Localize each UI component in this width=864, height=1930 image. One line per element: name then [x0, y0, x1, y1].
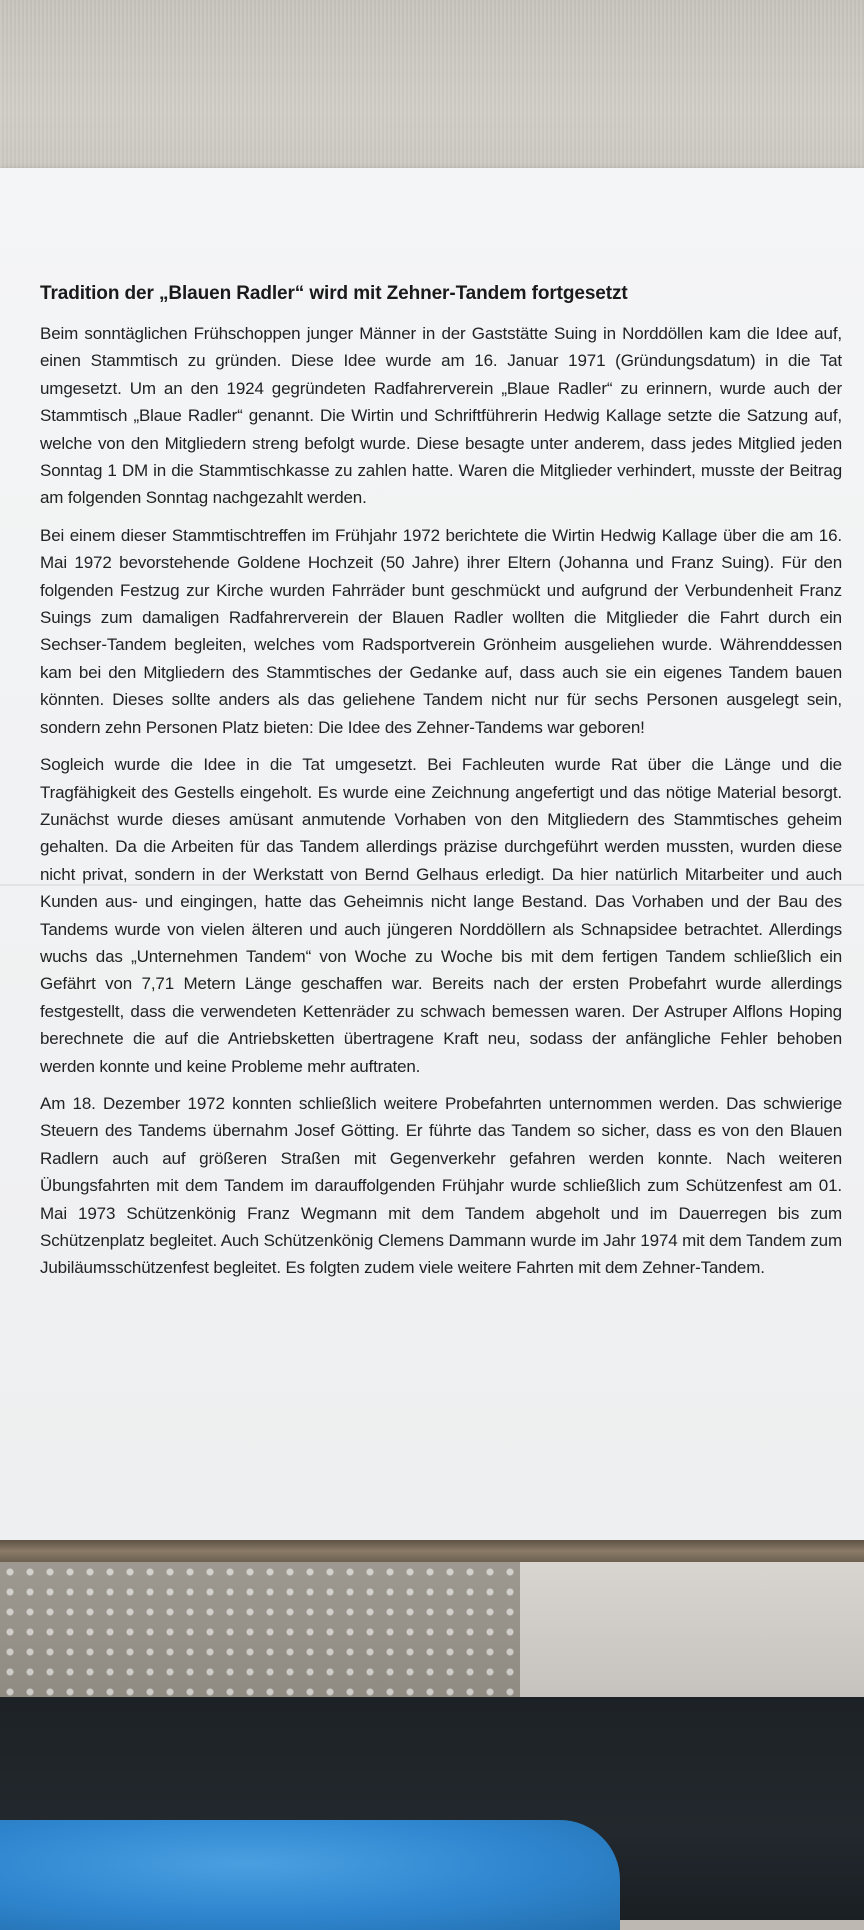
paragraph-2: Bei einem dieser Stammtischtreffen im Frühjahr 1972 berichtete die Wirtin Hedwig Kallage über die am 16. Mai 1972 bevorstehende Goldene Hochzeit (50 Jahre) ihrer Eltern (Johanna und Franz Suing). Für den folgenden Festzug zur Kirche wurden Fahrräder bunt geschmückt und aufgrund der Verbundenheit Franz Suings zum damaligen Radfahrerverein der Blauen Radler wollten die Mitglieder die Fahrt durch ein Sechser-Tandem begleiten, welches vom Radsportverein Grönheim ausgeliehen wurde. Währenddessen kam bei den Mitgliedern des Stammtisches der Gedanke auf, dass auch sie ein eigenes Tandem bauen könnten. Dieses sollte anders als das geliehene Tandem nicht nur für sechs Personen ausgelegt sein, sondern zehn Personen Platz bieten: Die Idee des Zehner-Tandems war geboren!	[40, 525, 842, 737]
paragraph-3: Sogleich wurde die Idee in die Tat umgesetzt. Bei Fachleuten wurde Rat über die Länge und die Tragfähigkeit des Gestells eingeholt. Es wurde eine Zeichnung angefertigt und das nötige Material besorgt. Zunächst wurde dieses amüsant anmutende Vorhaben von den Mitgliedern des Stammtisches geheim gehalten. Da die Arbeiten für das Tandem allerdings präzise durchgeführt werden mussten, wurden diese nicht privat, sondern in der Werkstatt von Bernd Gelhaus erledigt. Da hier natürlich Mitarbeiter und auch Kunden aus- und eingingen, hatte das Geheimnis nicht lange Bestand. Das Vorhaben und der Bau des Tandems wurde von vielen älteren und auch jüngeren Norddöllern als Schnapsidee betrachtet. Allerdings wuchs das „Unternehmen Tandem“ von Woche zu Woche bis mit dem fertigen Tandem schließlich ein Gefährt von 7,71 Metern Länge geschaffen war. Bereits nach der ersten Probefahrt wurde allerdings festgestellt, dass die verwendeten Kettenräder zu schwach bemessen waren. Der Astruper Alflons Hoping berechnete die auf die Antriebsketten übertragene Kraft neu, sodass der anfängliche Fehler behoben werden konnte und keine Probleme mehr auftraten.	[40, 755, 842, 1076]
document-title: Tradition der „Blauen Radler“ wird mit Zehner-Tandem fortgesetzt	[40, 283, 628, 304]
document-body	[40, 282, 842, 1292]
cloth-fold	[520, 1562, 864, 1697]
paragraph-4: Am 18. Dezember 1972 konnten schließlich weitere Probefahrten unternommen werden. Das schwierige Steuern des Tandems übernahm Josef Götting. Er führte das Tandem so sicher, dass es von den Blauen Radlern auch auf größeren Straßen mit Gegenverkehr gefahren werden konnte. Nach weiteren Übungsfahrten mit dem Tandem im darauffolgenden Frühjahr wurde schließlich zum Schützenfest am 01. Mai 1973 Schützenkönig Franz Wegmann mit dem Tandem abgeholt und im Dauerregen bis zum Schützenplatz begleitet. Auch Schützenkönig Clemens Dammann wurde im Jahr 1974 mit dem Tandem zum Jubiläumsschützenfest begleitet. Es folgten zudem viele weitere Fahrten mit dem Zehner-Tandem.	[40, 1093, 842, 1278]
tablecloth-background	[0, 0, 864, 185]
blue-fabric	[0, 1820, 620, 1930]
board-edge	[0, 1540, 864, 1562]
paragraph-1: Beim sonntäglichen Frühschoppen junger Männer in der Gaststätte Suing in Norddöllen kam die Idee auf, einen Stammtisch zu gründen. Diese Idee wurde am 16. Januar 1971 (Gründungsdatum) in die Tat umgesetzt. Um an den 1924 gegründeten Radfahrerverein „Blaue Radler“ zu erinnern, wurde auch der Stammtisch „Blaue Radler“ genannt. Die Wirtin und Schriftführerin Hedwig Kallage setzte die Satzung auf, welche von den Mitgliedern streng befolgt wurde. Diese besagte unter anderem, dass jedes Mitglied jeden Sonntag 1 DM in die Stammtischkasse zu zahlen hatte. Waren die Mitglieder verhindert, musste der Beitrag am folgenden Sonntag nachgezahlt werden.	[40, 324, 842, 508]
